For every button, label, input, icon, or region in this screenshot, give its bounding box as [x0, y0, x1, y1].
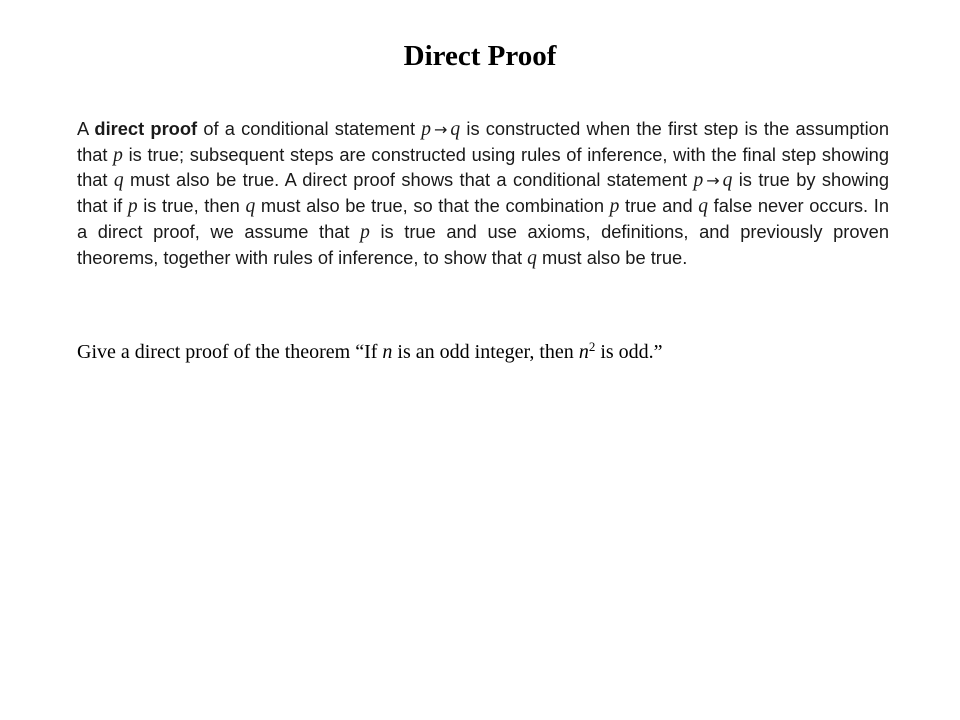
math-variable-q: q — [527, 247, 537, 269]
definition-text: must also be true. — [536, 246, 688, 268]
exercise-question — [77, 341, 897, 364]
definition-text: is true, then — [137, 195, 246, 217]
implies-arrow: → — [434, 120, 448, 139]
definition-text: A — [77, 118, 95, 139]
math-variable-q: q — [245, 196, 256, 218]
math-variable-q: q — [698, 196, 708, 218]
definition-text: is true; subsequent steps are constructed using rules of inference, with the final step showing that — [77, 143, 889, 191]
definition-text: is constructed when the first step is the assumption that — [77, 118, 889, 165]
math-variable-q: q — [113, 170, 124, 192]
question-text: is odd.” — [595, 341, 663, 363]
definition-text: is true and use axioms, definitions, and previously proven theorems, together with rules of inference, to show that — [77, 220, 889, 268]
math-variable-n: n — [578, 341, 589, 363]
question-text: Give a direct proof of the theorem “If — [77, 341, 383, 363]
math-variable-p: p — [693, 170, 704, 192]
slide-title: Direct Proof — [403, 40, 557, 72]
definition-text: must also be true. A direct proof shows that a conditional statement — [123, 169, 694, 191]
math-variable-q: q — [722, 170, 733, 192]
math-variable-p: p — [127, 196, 138, 218]
definition-text: is true by showing that if — [77, 169, 889, 217]
math-variable-p: p — [113, 144, 123, 166]
question-text: is an odd integer, then — [392, 341, 579, 363]
definition-text: false never occurs. In a direct proof, we assume that — [77, 195, 889, 242]
math-variable-n: n — [382, 341, 393, 363]
implies-arrow: → — [706, 171, 720, 191]
exponent: 2 — [588, 339, 596, 354]
math-variable-q: q — [450, 119, 461, 140]
definition-text: must also be true, so that the combination — [255, 195, 610, 217]
direct-proof-definition — [77, 117, 889, 271]
math-variable-p: p — [360, 221, 370, 243]
definition-text: of a conditional statement — [197, 118, 422, 139]
math-variable-p: p — [609, 196, 620, 218]
definition-term: direct proof — [94, 118, 198, 139]
math-variable-p: p — [421, 119, 432, 140]
definition-text: true and — [619, 195, 699, 217]
